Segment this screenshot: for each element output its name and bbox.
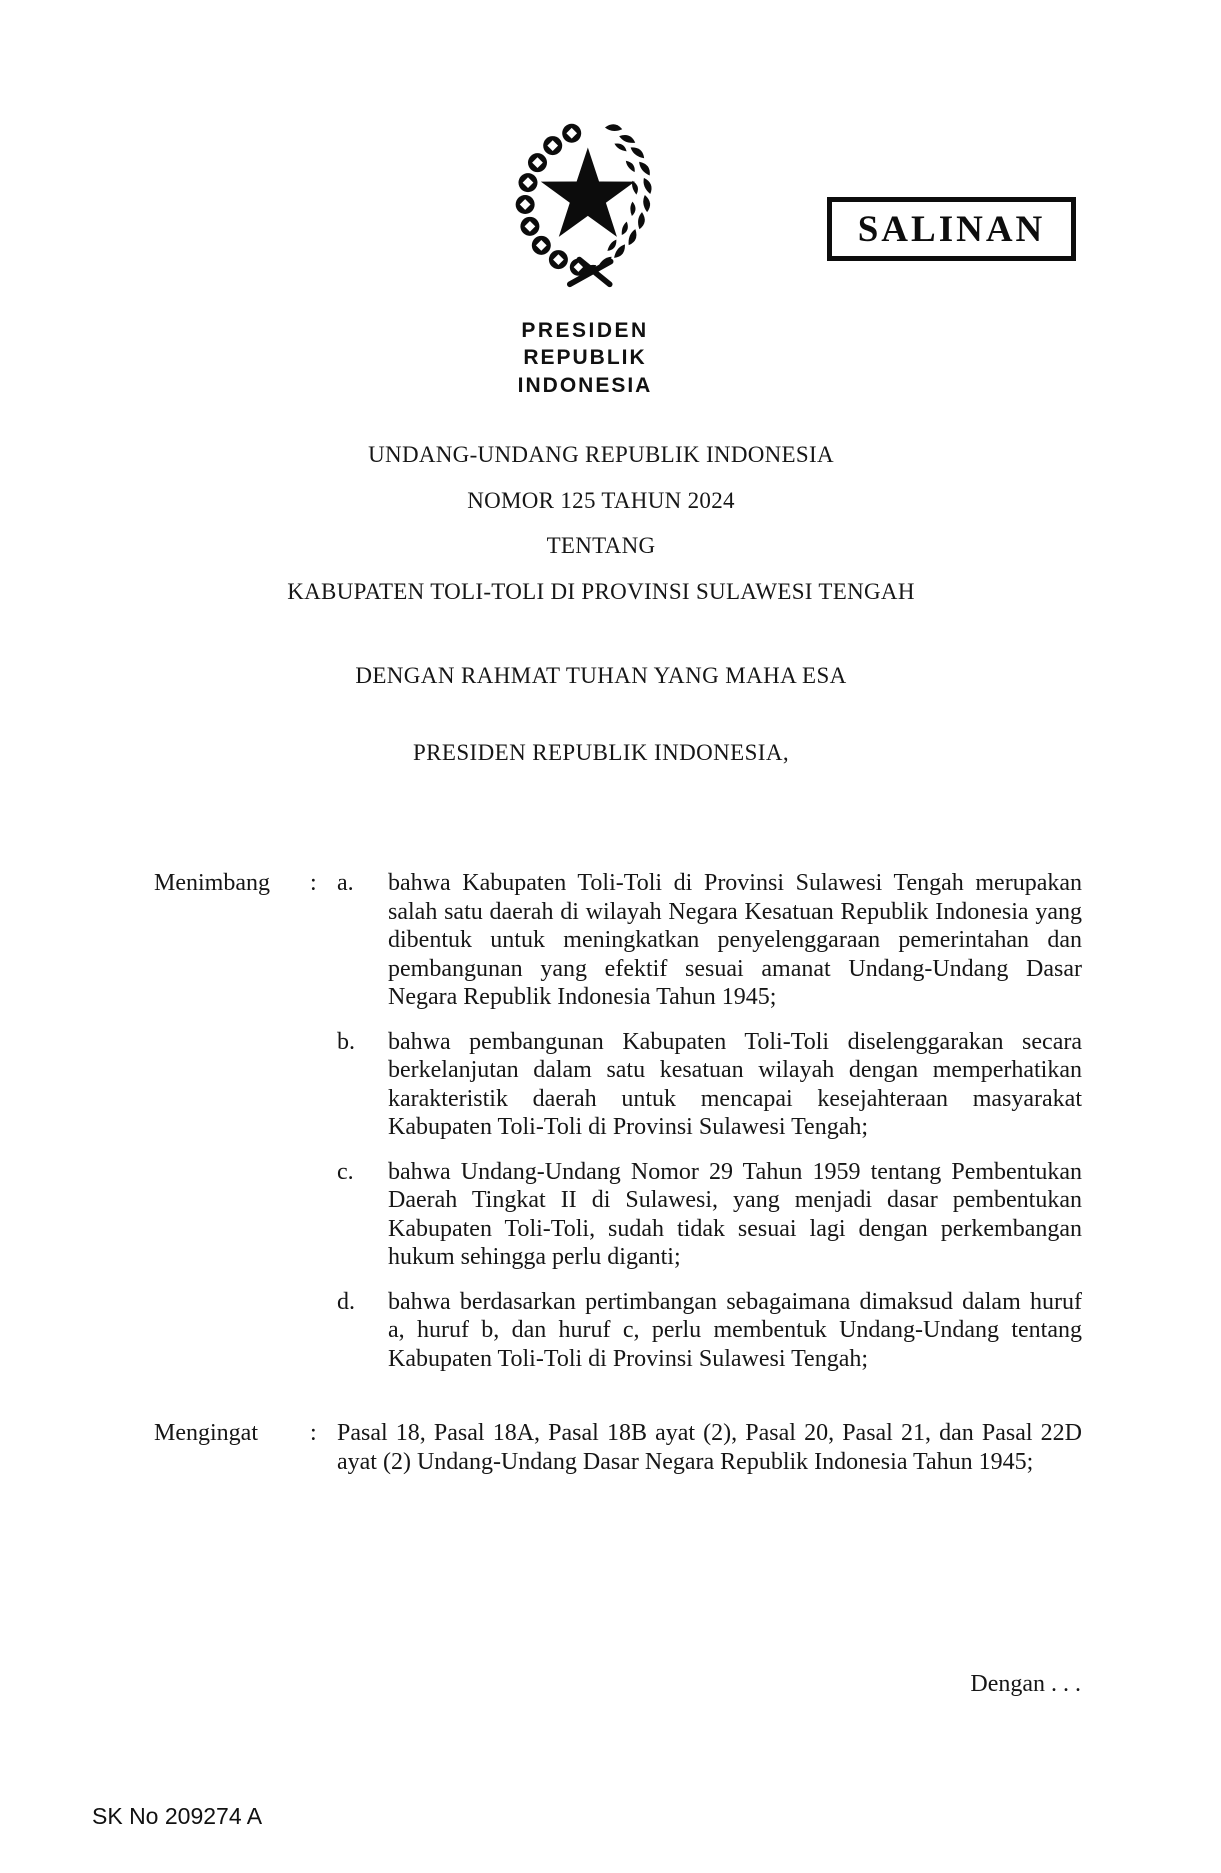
title-line-subject: KABUPATEN TOLI-TOLI DI PROVINSI SULAWESI TENGAH [287,578,915,604]
list-item [337,1288,1082,1374]
mengingat-colon: : [310,1420,317,1446]
menimbang-colon: : [310,870,317,896]
item-text-b: bahwa pembangunan Kabupaten Toli-Toli diselenggarakan secara berkelanjutan dalam satu kesatuan wilayah dengan memperhatikan karakteristik daerah untuk mencapai kesejahteraan masyarakat Kabupaten Toli-Toli di Provinsi Sulawesi Tengah; [388,1028,1082,1140]
considerations-section [154,869,1082,1476]
salinan-stamp: SALINAN [827,197,1076,261]
menimbang-items [337,869,1082,1373]
enacting-authority-line: PRESIDEN REPUBLIK INDONESIA, [412,740,789,765]
seal-caption-presiden: PRESIDEN [521,319,649,342]
title-line-number: NOMOR 125 TAHUN 2024 [467,487,735,513]
item-marker-a: a. [337,870,354,896]
mengingat-content [337,1419,1082,1476]
item-text-a: bahwa Kabupaten Toli-Toli di Provinsi Sulawesi Tengah merupakan salah satu daerah di wilayah Negara Kesatuan Republik Indonesia yang dibentuk untuk meningkatkan penyelenggaraan pemerintahan dan pembangunan yang efektif sesuai amanat Undang-Undang Dasar Negara Republik Indonesia Tahun 1945; [388,870,1082,1010]
invocation-line: DENGAN RAHMAT TUHAN YANG MAHA ESA [355,663,847,688]
mengingat-label: Mengingat [154,1420,258,1446]
presidential-seal-icon [490,110,680,298]
catchword: Dengan . . . [970,1671,1081,1697]
title-block [0,432,1202,614]
list-item [337,1028,1082,1142]
seal-caption [452,318,718,400]
item-marker-c: c. [337,1158,354,1185]
menimbang-content [337,869,1082,1373]
title-line-law: UNDANG-UNDANG REPUBLIK INDONESIA [368,442,834,467]
sk-number: SK No 209274 A [92,1803,263,1829]
presidential-seal [490,110,680,298]
title-line-tentang: TENTANG [546,533,656,558]
item-text-c: bahwa Undang-Undang Nomor 29 Tahun 1959 tentang Pembentukan Daerah Tingkat II di Sulawesi, yang menjadi dasar pembentukan Kabupaten Toli-Toli, sudah tidak sesuai lagi dengan perkembangan hukum sehingga perlu diganti; [388,1158,1082,1270]
list-item [337,1158,1082,1272]
menimbang-label: Menimbang [154,870,270,896]
item-marker-b: b. [337,1028,355,1055]
seal-caption-republik-indonesia: REPUBLIK INDONESIA [517,346,653,397]
menimbang-row [154,869,1082,1373]
item-marker-d: d. [337,1288,355,1315]
item-text-d: bahwa berdasarkan pertimbangan sebagaimana dimaksud dalam huruf a, huruf b, dan huruf c, perlu membentuk Undang-Undang tentang Kabupaten Toli-Toli di Provinsi Sulawesi Tengah; [388,1288,1082,1372]
mengingat-row [154,1419,1082,1476]
mengingat-text: Pasal 18, Pasal 18A, Pasal 18B ayat (2), Pasal 20, Pasal 21, dan Pasal 22D ayat (2) Undang-Undang Dasar Negara Republik Indonesia Tahun 1945; [337,1420,1082,1475]
list-item [337,869,1082,1012]
